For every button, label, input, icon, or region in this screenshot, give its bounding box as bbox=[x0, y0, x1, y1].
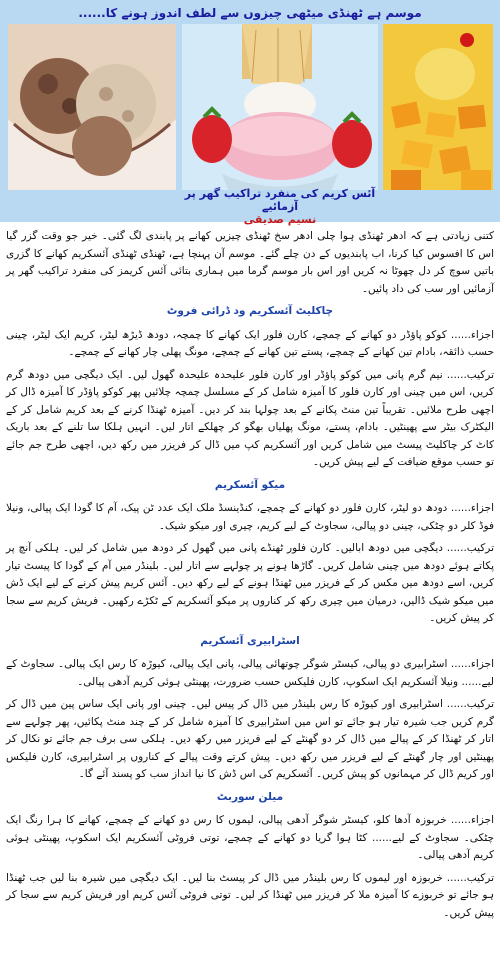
author-name: نسیم صدیقی bbox=[243, 213, 317, 226]
recipe-ingredients: اجزاء...... اسٹرابیری دو پیالی، کیسٹر شوگر چوتھائی پیالی، پانی ایک پیالی، کیوڑہ کا رس ایک پیالی۔ سجاوٹ کے لیے...... ونیلا آئسکریم ایک اسکوپ، کارن فلیکس حسب ضرورت، پھینٹی ہوئی کریم آدھی پیالی۔ bbox=[6, 658, 494, 688]
header-banner bbox=[0, 0, 500, 226]
banner-caption bbox=[180, 187, 380, 226]
recipe-method: ترکیب...... دیگچی میں دودھ ابالیں۔ کارن فلور ٹھنڈے پانی میں گھول کر دودھ میں شامل کر لیں۔ ہلکی آنچ پر پکاتے ہوئے دودھ میں چینی شامل کریں۔ گاڑھا ہونے پر چولہے سے اتار لیں۔ بلینڈر میں آم کے گودا کا پیسٹ تیار کریں، اسے دودھ میں مکس کر کے فریزر میں ٹھنڈا ہونے کے لیے رکھ دیں۔ آئس کریم پیش کرنے کے لیے ایک ڈش میں میکو شیک ڈالیں، درمیان میں چیری رکھ کر کناروں پر میکو آئسکریم کے ٹکڑے رکھیں۔ فریش کریم سے سجا کر پیش کریں۔ bbox=[6, 542, 494, 624]
intro-paragraph: کتنی زیادتی ہے کہ ادھر ٹھنڈی ہوا چلی ادھر سخ ٹھنڈی چیزیں کھانے پر پابندی لگ گئی۔ خیر جو وقت گزر گیا اس کا افسوس کیا کرنا، اب پابندیوں کے دن چلے گئے۔ موسم آن پہنچا ہے، ٹھنڈی ٹھنڈی آئسکریم کھانے کا گزری باتیں سوچ کر دل چھوٹا نہ کریں اور اس بار موسم گرما میں ہماری بتائی آئس کریمز کی منفرد تراکیب گھر پر آزمائیں اور سب کی داد پائیں۔ bbox=[6, 230, 494, 295]
recipe-title: میلن سوربٹ bbox=[216, 790, 284, 803]
recipe-method: ترکیب...... خربوزہ اور لیموں کا رس بلینڈر میں ڈال کر پیسٹ بنا لیں۔ ایک دیگچی میں شیرہ بنا لیں جب ٹھنڈا ہو جائے تو خربوزے کا آمیزہ ملا کر فریزر میں ٹھنڈا کر لیں۔ توتی فروٹی آئس کریم اور فریش کریم سے سجا کر پیش کریں۔ bbox=[6, 871, 494, 919]
recipe-ingredients: اجزاء...... کوکو پاؤڈر دو کھانے کے چمچے، کارن فلور ایک کھانے کا چمچہ، دودھ ڈیڑھ لیٹر، کریم ایک لیٹر، چینی حسب ذائقہ، بادام تین کھانے کے چمچے، پستے تین کھانے کے چمچے، مونگ پھلی چار کھانے کے چمچے۔ bbox=[6, 328, 494, 358]
strawberry-icecream-photo bbox=[182, 24, 378, 190]
chocolate-icecream-photo bbox=[8, 24, 176, 190]
recipe-ingredients: اجزاء...... دودھ دو لیٹر، کارن فلور دو کھانے کے چمچے، کنڈینسڈ ملک ایک عدد ٹن پیک، آم کا گودا ایک پیالی، ونیلا فوڈ کلر دو چٹکی، چینی دو پیالی، سجاوٹ کے لیے کریم، چیری اور میکو شیک۔ bbox=[6, 502, 494, 532]
recipe-method: ترکیب...... اسٹرابیری اور کیوڑہ کا رس بلینڈر میں ڈال کر پیس لیں۔ چینی اور پانی ایک ساس پین میں ڈال کر گرم کریں جب شیرہ تیار ہو جائے تو اس میں اسٹرابیری کا آمیزہ شامل کر کے چند منٹ پکائیں، پھر چولہے سے اتار کر ٹھنڈا کر کے پیالے میں ڈال کر دو گھنٹے کے لیے فریزر میں رکھ دیں۔ ہلکی سی برف جم جائے تو نکال کر پھینٹیں اور چار گھنٹے کے لیے فریزر میں رکھ دیں۔ پیش کرتے وقت پیالے کے کناروں پر اسٹرابیری، کارن فلیکس اور کریم ڈال کر مہمانوں کو پیش کریں۔ آئسکریم کی اس ڈش کا نیا انداز سب کو پسند آئے گا۔ bbox=[6, 698, 494, 780]
recipe-title: چاکلیٹ آئسکریم ود ڈرائی فروٹ bbox=[166, 305, 334, 317]
page-title: موسم ہے ٹھنڈی میٹھی چیزوں سے لطف اندوز ہونے کا...... bbox=[78, 6, 422, 20]
article-body bbox=[6, 228, 494, 927]
recipe-title: میکو آئسکریم bbox=[214, 478, 286, 491]
caption-text: آئس کریم کی منفرد تراکیب گھر پر آزمائیے bbox=[184, 187, 376, 213]
recipe-method: ترکیب...... نیم گرم پانی میں کوکو پاؤڈر اور کارن فلور علیحدہ علیحدہ گھول لیں۔ ایک دیگچی میں دودھ گرم کریں، اس میں چینی اور کارن فلور کا آمیزہ شامل کر کے مسلسل چمچہ چلائیں پھر کوکو پاؤڈر کا آمیزہ ڈال کر اچھی طرح ملائیں۔ تقریباً تین منٹ پکانے کے بعد چولہا بند کر دیں۔ آمیزہ ٹھنڈا کرنے کے بعد کریم شامل کر کے الیکٹرک بیٹر سے پھینٹیں۔ بادام، پستے، مونگ پھلیاں بھگو کر چھلکے اتار لیں۔ انہیں ہلکا سا تلنے کے بعد باریک کاٹ کر چاکلیٹ پیسٹ میں شامل کریں اور آئسکریم کپ میں ڈال کر فریزر میں رکھ دیں، اچھی طرح جم جائے تو حسب موقع ضیافت کے لیے پیش کریں۔ bbox=[6, 368, 494, 468]
recipe-ingredients: اجزاء...... خربوزہ آدھا کلو، کیسٹر شوگر آدھی پیالی، لیموں کا رس دو کھانے کے چمچے، کھانے کا ہرا رنگ ایک چٹکی۔ سجاوٹ کے لیے...... کٹا ہوا گریا دو کھانے کے چمچے، توتی فروٹی آئسکریم ایک اسکوپ، پھینٹی ہوئی کریم آدھی پیالی۔ bbox=[6, 814, 494, 861]
recipe-title: اسٹرابیری آئسکریم bbox=[200, 634, 300, 647]
mango-icecream-photo bbox=[383, 24, 493, 190]
